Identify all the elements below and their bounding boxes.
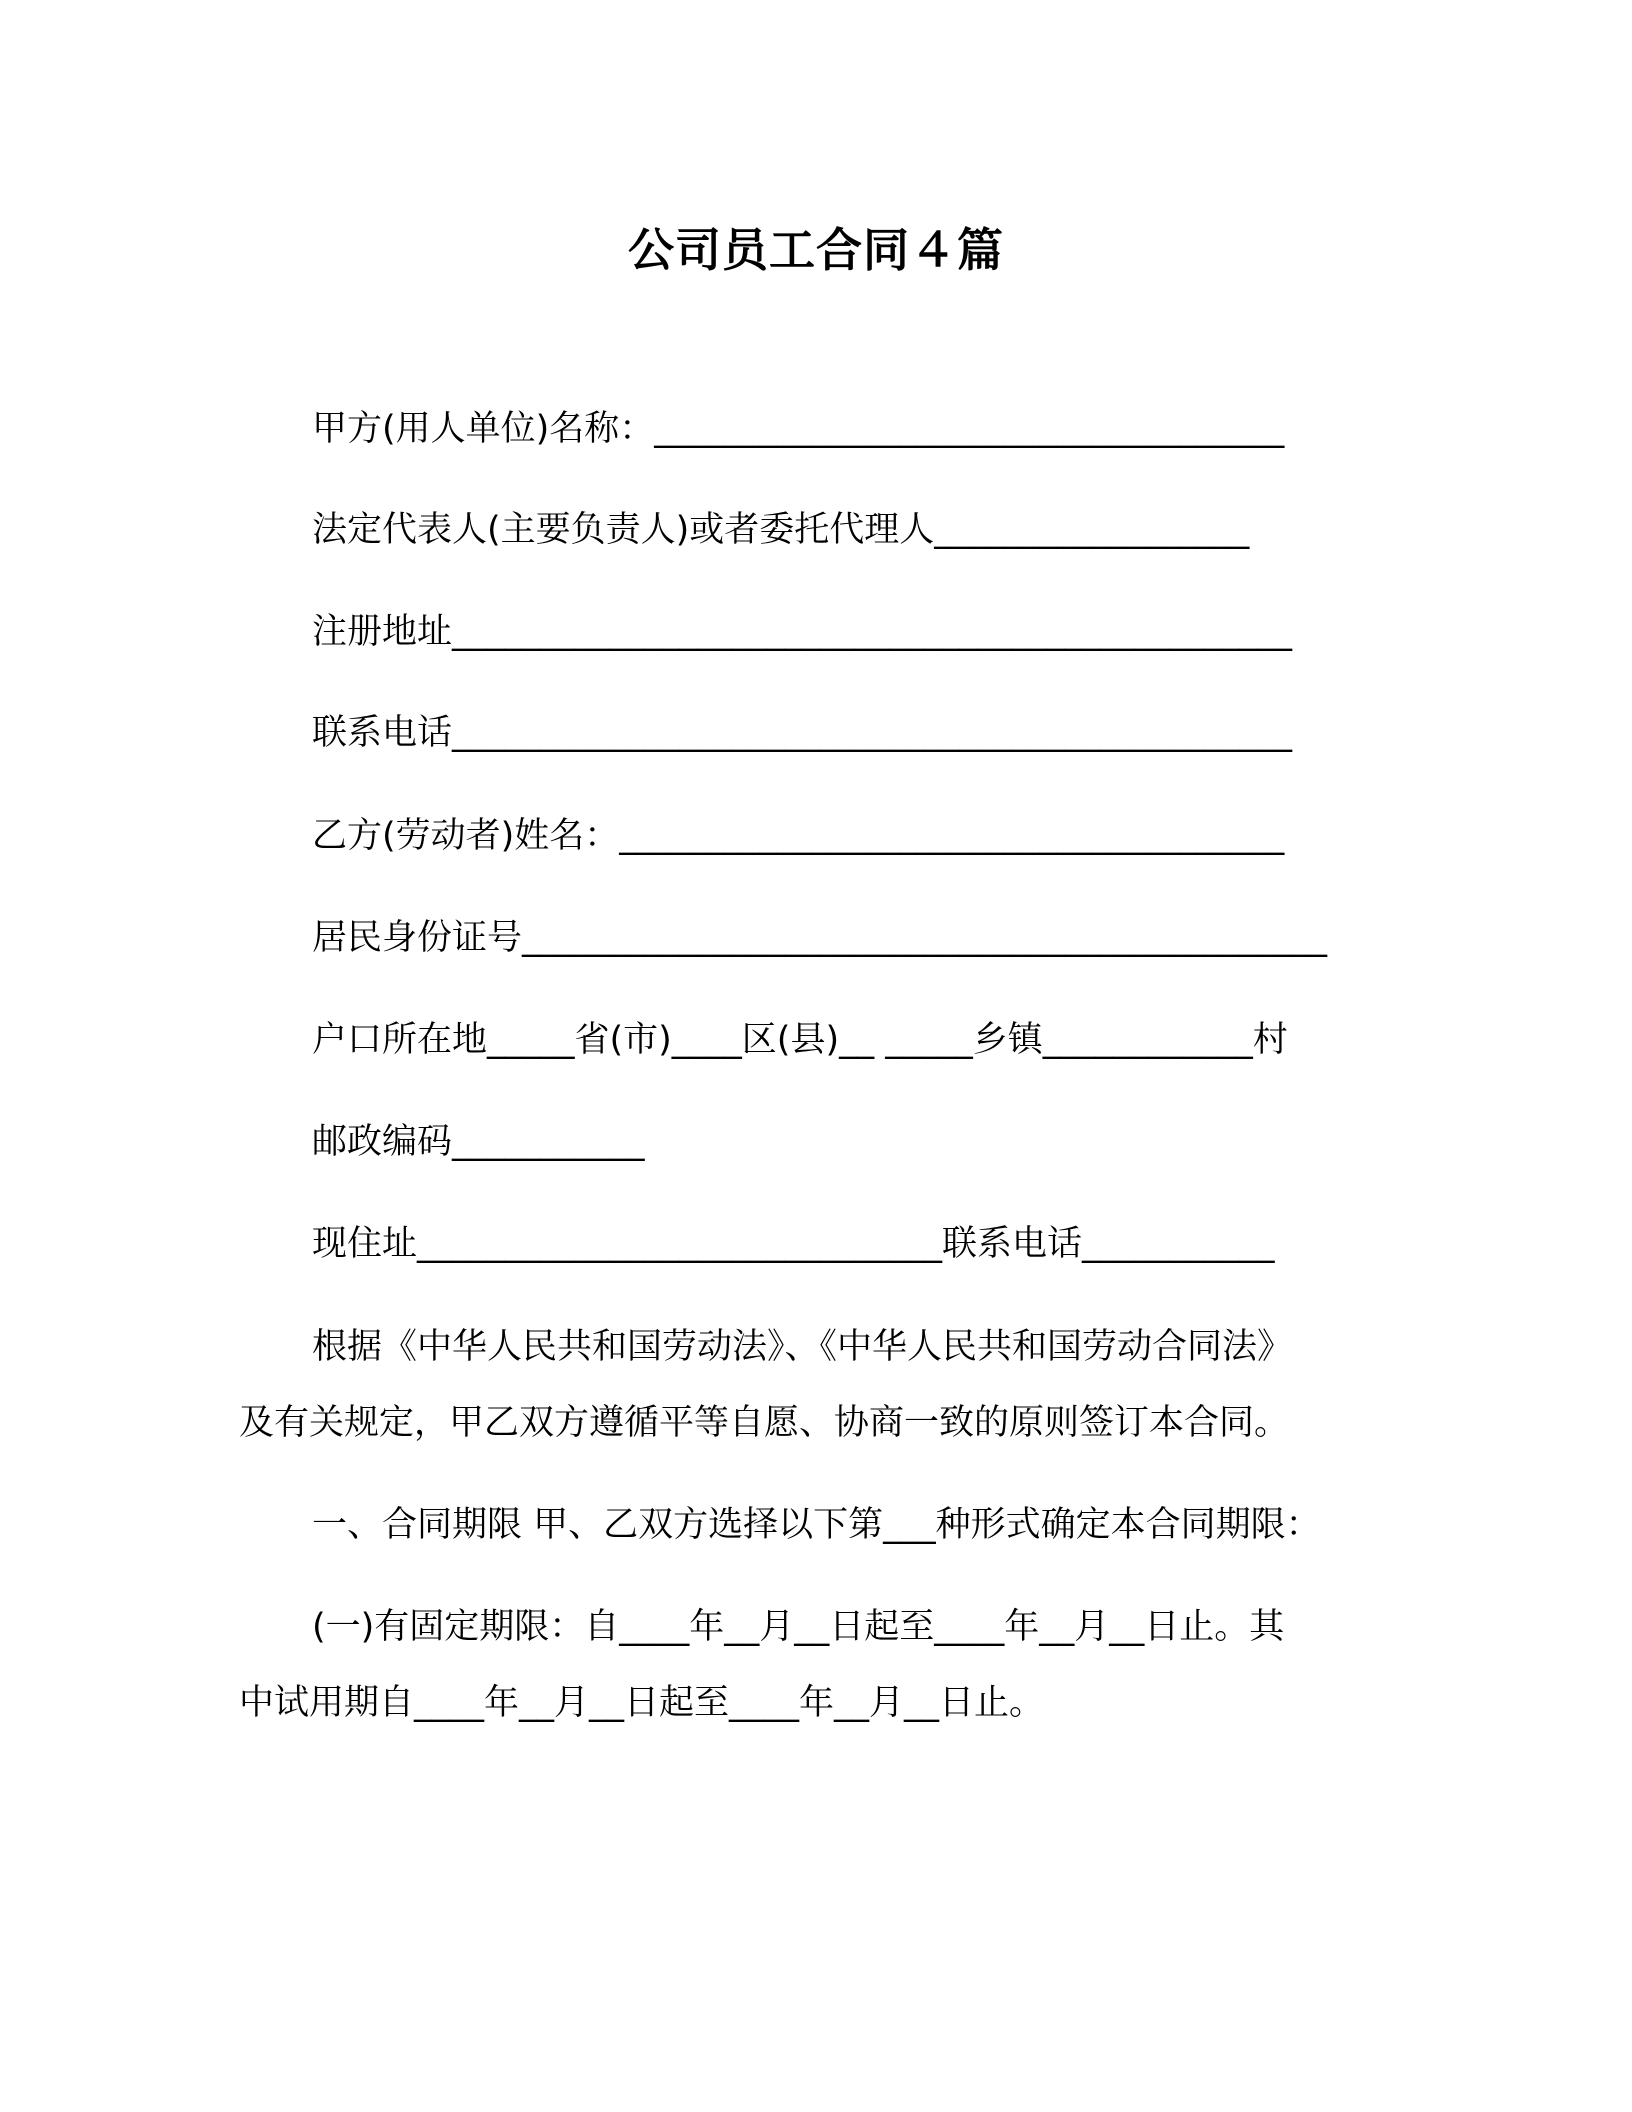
party-a-phone-field: 联系电话________________________________________________	[312, 713, 1293, 753]
fixed-term-line-2: 中试用期自____年__月__日起至____年__月__日止。	[239, 1683, 1045, 1723]
party-b-name-field: 乙方(劳动者)姓名：______________________________________	[312, 816, 1285, 856]
current-address-field: 现住址______________________________联系电话___________	[312, 1224, 1275, 1264]
preamble-line-2: 及有关规定，甲乙双方遵循平等自愿、协商一致的原则签订本合同。	[239, 1403, 1290, 1443]
postal-code-field: 邮政编码___________	[312, 1122, 645, 1162]
fixed-term-line-1: (一)有固定期限：自____年__月__日起至____年__月__日止。其	[312, 1607, 1285, 1647]
registered-address-field: 注册地址________________________________________________	[312, 612, 1293, 652]
document-title: 公司员工合同４篇	[628, 223, 1004, 277]
id-number-field: 居民身份证号______________________________________________	[312, 918, 1328, 958]
legal-representative-field: 法定代表人(主要负责人)或者委托代理人__________________	[312, 510, 1250, 550]
section-1-heading: 一、合同期限 甲、乙双方选择以下第___种形式确定本合同期限：	[312, 1505, 1321, 1545]
hukou-location-field: 户口所在地_____省(市)____区(县)__ _____乡镇____________村	[312, 1020, 1288, 1060]
preamble-line-1: 根据《中华人民共和国劳动法》、《中华人民共和国劳动合同法》	[312, 1327, 1293, 1367]
party-a-name-field: 甲方(用人单位)名称：____________________________________	[312, 409, 1285, 449]
